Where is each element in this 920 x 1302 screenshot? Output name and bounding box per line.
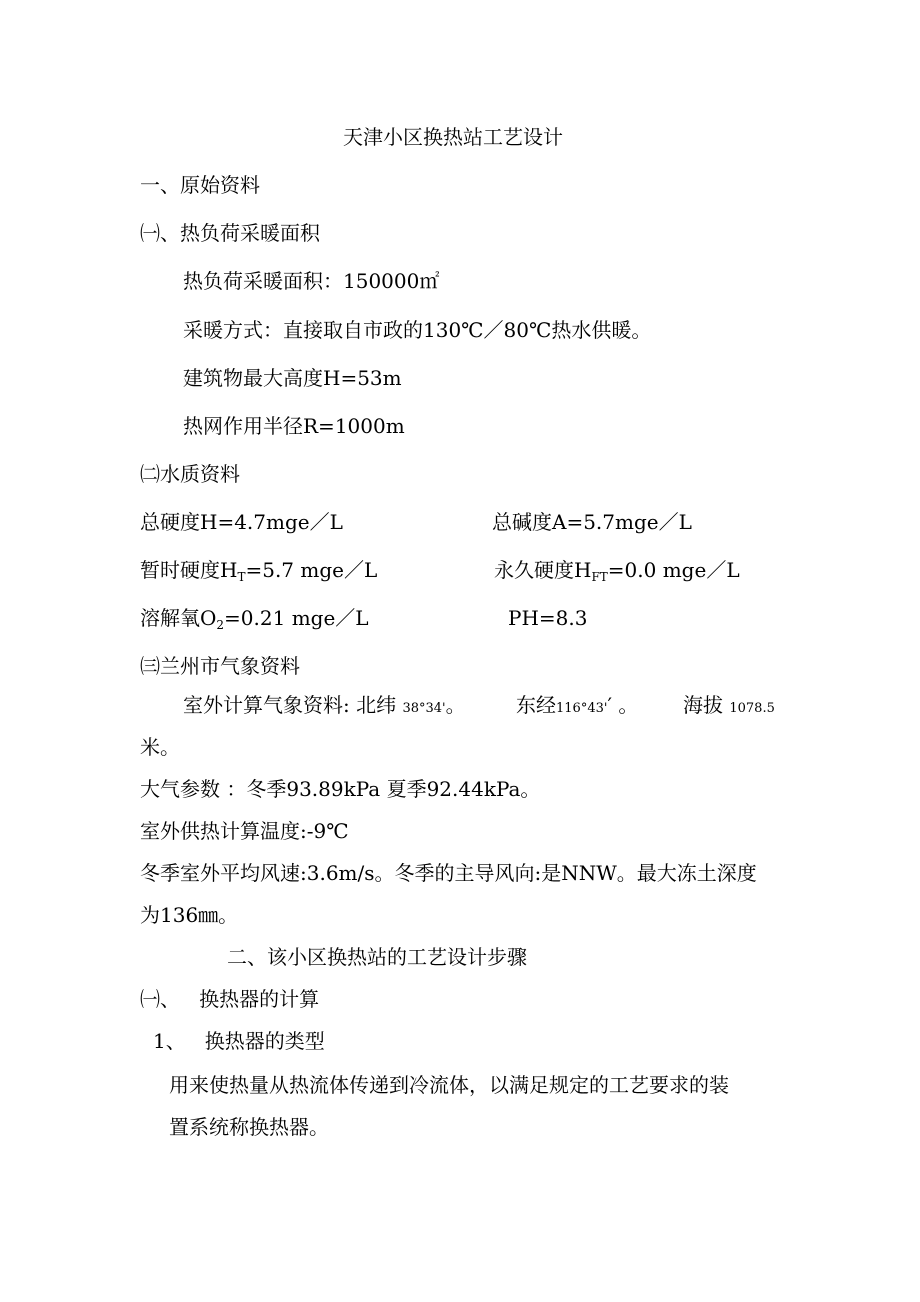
- subsection-heading-water-quality: ㈡水质资料: [140, 462, 240, 486]
- altitude-line: 海拔 1078.5: [683, 693, 775, 717]
- dissolved-oxygen: 溶解氧$O_2=0.21$ mge／L: [140, 606, 369, 632]
- total-alkalinity: 总碱度A=5.7mge／L: [492, 510, 692, 534]
- building-height-line: 建筑物最大高度H=53m: [183, 366, 402, 390]
- permanent-hardness: 永久硬度$H_{FT}=0.0$ mge／L: [494, 558, 740, 584]
- exchanger-definition-line2: 置系统称换热器。: [169, 1115, 329, 1139]
- longitude-line: 东经116°43'′ 。: [516, 693, 639, 717]
- network-radius-line: 热网作用半径R=1000m: [183, 414, 405, 438]
- outdoor-weather-line: 室外计算气象资料: 北纬 38°34'。: [183, 693, 466, 717]
- latitude-value: 38°34': [402, 701, 446, 716]
- section-heading-process-design: 二、该小区换热站的工艺设计步骤: [227, 945, 527, 969]
- heating-area-line: 热负荷采暖面积：150000㎡: [183, 269, 440, 293]
- frost-depth-line: 为136㎜。: [140, 903, 239, 927]
- section-heading-raw-data: 一、原始资料: [140, 173, 260, 197]
- subsection-heading-weather: ㈢兰州市气象资料: [140, 654, 300, 678]
- heating-design-temp-line: 室外供热计算温度:-9℃: [140, 819, 349, 843]
- temporary-hardness: 暂时硬度$H_T=5.7$ mge／L: [140, 558, 378, 584]
- altitude-value: 1078.5: [729, 701, 775, 716]
- altitude-unit: 米。: [140, 735, 180, 759]
- item-heading-exchanger-type: 1、 换热器的类型: [153, 1029, 325, 1053]
- subsection-heading-exchanger-calc: ㈠、 换热器的计算: [140, 987, 320, 1011]
- document-title: 天津小区换热站工艺设计: [343, 125, 563, 149]
- exchanger-definition-line1: 用来使热量从热流体传递到冷流体，以满足规定的工艺要求的装: [169, 1073, 729, 1097]
- ph-value: PH=8.3: [508, 606, 588, 630]
- subsection-heading-heat-load: ㈠、热负荷采暖面积: [140, 221, 320, 245]
- total-hardness: 总硬度H=4.7mge／L: [140, 510, 343, 534]
- atmospheric-pressure-line: 大气参数 ：冬季93.89kPa 夏季92.44kPa。: [140, 777, 541, 801]
- wind-speed-line: 冬季室外平均风速:3.6m/s。冬季的主导风向:是NNW。最大冻土深度: [140, 861, 757, 885]
- longitude-value: 116°43': [556, 701, 608, 716]
- heating-method-line: 采暖方式：直接取自市政的130℃／80℃热水供暖。: [183, 318, 652, 342]
